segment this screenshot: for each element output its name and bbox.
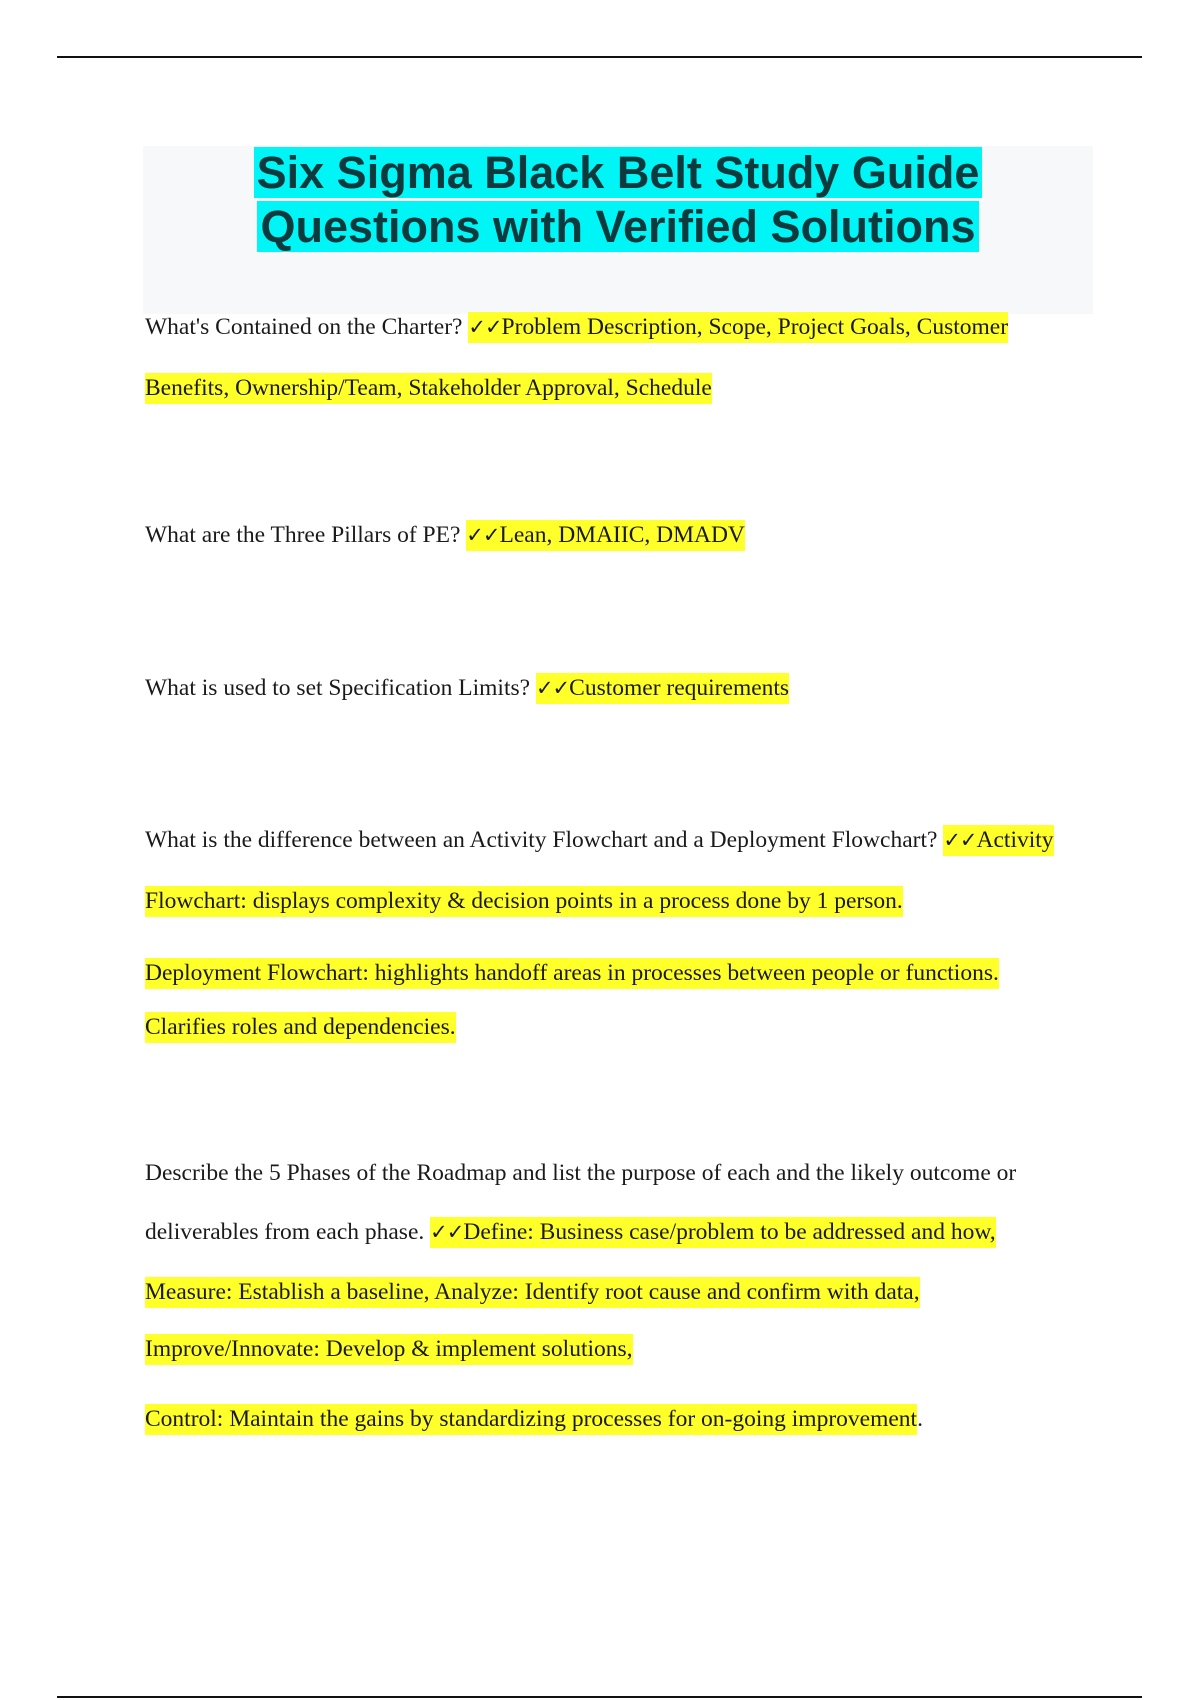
question-text: What's Contained on the Charter? — [145, 314, 463, 340]
check-icon: ✓✓ — [535, 676, 570, 700]
answer-line: Improve/Innovate: Develop & implement solutions, — [145, 1336, 633, 1363]
check-icon: ✓✓ — [468, 315, 502, 339]
top-rule — [57, 56, 1142, 58]
answer-highlight: ✓✓Customer requirements — [536, 673, 789, 704]
question-line — [145, 314, 1008, 341]
check-icon: ✓✓ — [943, 828, 977, 852]
answer-line: Measure: Establish a baseline, Analyze: Identify root cause and confirm with data, — [145, 1279, 920, 1306]
answer-line: Control: Maintain the gains by standardizing processes for on-going improvement. — [145, 1406, 923, 1433]
answer-highlight: ✓✓Activity — [943, 825, 1053, 856]
question-text: What are the Three Pillars of PE? — [145, 522, 461, 548]
answer-highlight: ✓✓Lean, DMAIIC, DMADV — [466, 520, 745, 551]
answer-line: Deployment Flowchart: highlights handoff areas in processes between people or functions. — [145, 960, 999, 987]
bottom-rule — [57, 1696, 1142, 1698]
question-line — [145, 1219, 996, 1246]
title-banner — [143, 146, 1093, 314]
answer-line: Flowchart: displays complexity & decision points in a process done by 1 person. — [145, 888, 903, 915]
question-line — [145, 827, 1054, 854]
question-text: Describe the 5 Phases of the Roadmap and list the purpose of each and the likely outcome or — [145, 1160, 1017, 1186]
answer-highlight: ✓✓Define: Business case/problem to be addressed and how, — [430, 1217, 996, 1248]
question-text: What is used to set Specification Limits? — [145, 675, 531, 701]
check-icon: ✓✓ — [430, 1220, 464, 1244]
title-line-2: Questions with Verified Solutions — [143, 200, 1093, 254]
answer-highlight: ✓✓Problem Description, Scope, Project Goals, Customer — [468, 312, 1008, 343]
title-line-1: Six Sigma Black Belt Study Guide — [143, 146, 1093, 200]
answer-line: Benefits, Ownership/Team, Stakeholder Approval, Schedule — [145, 375, 712, 402]
answer-line: Clarifies roles and dependencies. — [145, 1014, 456, 1041]
question-line — [145, 675, 789, 702]
question-text: What is the difference between an Activity Flowchart and a Deployment Flowchart? — [145, 827, 938, 853]
question-text: deliverables from each phase. — [145, 1219, 425, 1245]
question-line — [145, 522, 745, 549]
question-line — [145, 1160, 1016, 1187]
check-icon: ✓✓ — [466, 523, 500, 547]
